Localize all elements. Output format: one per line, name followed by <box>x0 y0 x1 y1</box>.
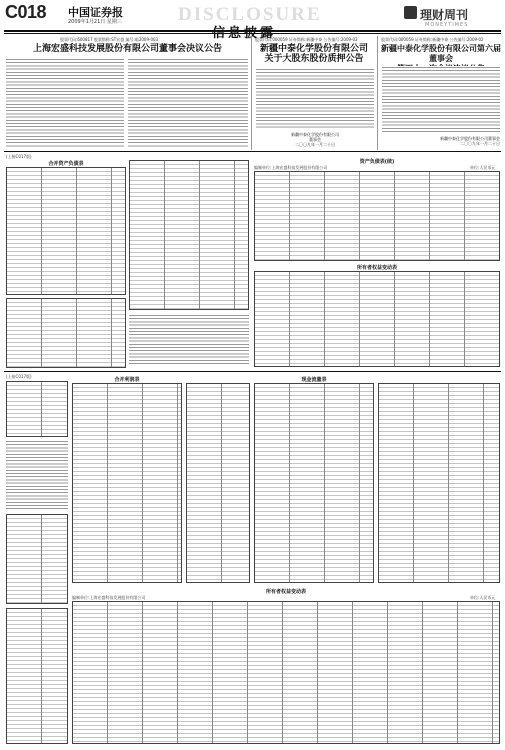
cash-flow-table <box>254 383 374 583</box>
article-3-body <box>382 66 500 134</box>
column-divider <box>377 36 378 150</box>
column-divider <box>251 36 252 150</box>
article-2-signature: 新疆中泰化学股份有限公司 董事会 二〇〇九年一月二十日 <box>291 132 339 147</box>
company-line: 编制单位:上海宏盛科技发展股份有限公司 <box>72 595 146 600</box>
table-3-title: 合并利润表 <box>114 377 140 383</box>
income-statement-continued <box>186 383 250 583</box>
issue-date: 2009年1月21日 星期三 <box>68 19 122 25</box>
table-1-title: 合并资产负债表 <box>48 161 84 167</box>
equity-change-table-wide <box>72 601 500 744</box>
equity-change-table-top <box>254 171 500 261</box>
table-5-title: 所有者权益变动表 <box>265 589 306 595</box>
section-rule <box>4 371 501 372</box>
masthead-watermark: DISCLOSURE <box>178 4 322 25</box>
notes-text <box>6 440 68 510</box>
article-1-body-col-1 <box>6 58 124 148</box>
article-3-signature: 新疆中泰化学股份有限公司董事会 二〇〇九年一月二十日 <box>440 136 500 146</box>
brand-logo-icon <box>404 6 417 19</box>
table-4-title: 现金流量表 <box>301 377 327 383</box>
continuation-note: (上接C017版) <box>6 374 32 379</box>
brand-name-en: MONEYTIMES <box>425 22 469 28</box>
balance-sheet-table-lower <box>6 298 126 368</box>
unit-label: 单位:人民币元 <box>470 165 496 170</box>
equity-change-table-bottom <box>254 271 500 367</box>
continuation-note: (上接C017版) <box>6 154 32 159</box>
page-code: C018 <box>5 2 47 22</box>
table-6-title: 所有者权益变动表 <box>356 265 397 271</box>
table-2-title: 资产负债表(续) <box>359 159 395 165</box>
summary-table <box>6 381 68 437</box>
detail-table <box>6 514 68 604</box>
article-1-body-col-2 <box>128 58 248 148</box>
header-rule-thin <box>4 33 501 34</box>
notes-text <box>129 314 249 364</box>
article-1-title: 上海宏盛科技发展股份有限公司董事会决议公告 <box>32 44 222 54</box>
balance-sheet-table <box>6 167 126 295</box>
balance-sheet-continued-table <box>129 160 249 310</box>
section-rule <box>4 151 501 152</box>
brand-name: 理财周刊 <box>420 8 469 22</box>
article-2-meta: 股票代码:000059 证券简称:新疆中泰 公告编号:2009-03 <box>255 37 358 42</box>
cash-flow-continued-table <box>378 383 500 583</box>
income-statement-table <box>72 383 182 583</box>
newspaper-name: 中国证券报 <box>68 6 123 19</box>
company-line: 编制单位:上海宏盛科技发展股份有限公司 <box>254 165 328 170</box>
article-1-meta: 股票代码:600817 股票简称:ST宏盛 编号:临2009-003 <box>60 37 159 42</box>
header-rule <box>4 30 501 32</box>
article-3-meta: 股票代码:000059 证券简称:新疆中泰 公告编号:2009-02 <box>381 37 484 42</box>
article-3-title: 新疆中泰化学股份有限公司第六届董事会 <box>381 44 501 63</box>
article-2-body <box>256 68 374 130</box>
article-2-title: 新疆中泰化学股份有限公司 关于大股东股份质押公告 <box>259 44 368 64</box>
detail-table-lower <box>6 608 68 744</box>
unit-label: 单位:人民币元 <box>470 595 496 600</box>
